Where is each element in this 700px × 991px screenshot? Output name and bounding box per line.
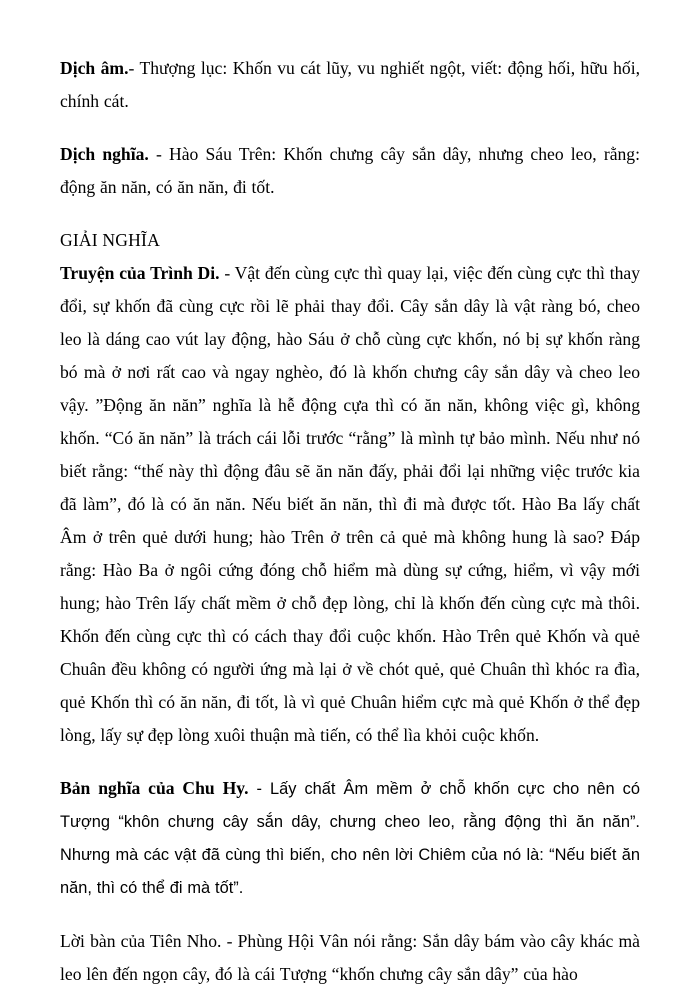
truyen-trinh-di-body: - Vật đến cùng cực thì quay lại, việc đến cùng cực thì thay đổi, sự khốn đã cùng cực rồi lẽ phải thay đổi. Cây sắn dây là vật ràng bó, cheo leo là dáng cao vút lay động, hào Sáu ở chỗ cùng cực khốn, nó bị sự khốn ràng bó mà ở nơi rất cao và ngay nghèo, đó là khốn chưng cây sắn dây và cheo leo vậy. ”Động ăn năn” nghĩa là hễ động cựa thì có ăn năn, không việc gì, không khốn. “Có ăn năn” là trách cái lỗi trước “rằng” là mình tự bảo mình. Nếu như nó biết rằng: “thế này thì động đâu sẽ ăn năn đấy, phải đổi lại những việc trước kia đã làm”, đó là có ăn năn. Nếu biết ăn năn, thì đi mà được tốt. Hào Ba lấy chất Âm ở trên quẻ dưới hung; hào Trên ở trên cả quẻ mà không hung là sao? Đáp rằng: Hào Ba ở ngôi cứng đóng chỗ hiểm mà dùng sự cứng, hiểm, vì vậy mới hung; hào Trên lấy chất mềm ở chỗ đẹp lòng, chỉ là khốn đến cùng cực mà thôi. Khốn đến cùng cực thì có cách thay đổi cuộc khốn. Hào Trên quẻ Khốn và quẻ Chuân đều không có người ứng mà lại ở về chót quẻ, quẻ Chuân thì khóc ra đìa, quẻ Khốn thì có ăn năn, đi tốt, là vì quẻ Chuân hiểm cực mà quẻ Khốn ở thể đẹp lòng, lấy sự đẹp lòng xuôi thuận mà tiến, có thể lìa khỏi cuộc khốn. <box>60 263 640 745</box>
dich-am-label: Dịch âm. <box>60 58 129 78</box>
paragraph-loi-ban-cua-tien-nho <box>60 925 640 991</box>
dich-am-body: - Thượng lục: Khốn vu cát lũy, vu nghiết ngột, viết: động hối, hữu hối, chính cát. <box>60 58 640 111</box>
truyen-trinh-di-label: Truyện của Trình Di. <box>60 263 220 283</box>
paragraph-dich-nghia <box>60 138 640 204</box>
loi-ban-tien-nho-label: Lời bàn của Tiên Nho. <box>60 931 222 951</box>
dich-nghia-body: - Hào Sáu Trên: Khốn chưng cây sắn dây, nhưng cheo leo, rằng: động ăn năn, có ăn năn, đi tốt. <box>60 144 640 197</box>
paragraph-dich-am <box>60 52 640 118</box>
paragraph-ban-nghia-cua-chu-hy <box>60 772 640 905</box>
section-heading-giai-nghia: GIẢI NGHĨA <box>60 230 160 250</box>
document-content <box>60 52 640 991</box>
paragraph-truyen-cua-trinh-di <box>60 257 640 752</box>
ban-nghia-chu-hy-label: Bản nghĩa của Chu Hy. <box>60 778 249 798</box>
loi-ban-tien-nho-body: - Phùng Hội Vân nói rằng: Sắn dây bám vào cây khác mà leo lên đến ngọn cây, đó là cái Tượng “khốn chưng cây sắn dây” của hào <box>60 931 640 984</box>
ban-nghia-chu-hy-body: - Lấy chất Âm mềm ở chỗ khốn cực cho nên có Tượng “khôn chưng cây sắn dây, chưng cheo leo, rằng động thì ăn năn”. Nhưng mà các vật đã cùng thì biến, cho nên lời Chiêm của nó là: “Nếu biết ăn năn, thì có thể đi mà tốt”. <box>60 780 640 897</box>
dich-nghia-label: Dịch nghĩa. <box>60 144 149 164</box>
